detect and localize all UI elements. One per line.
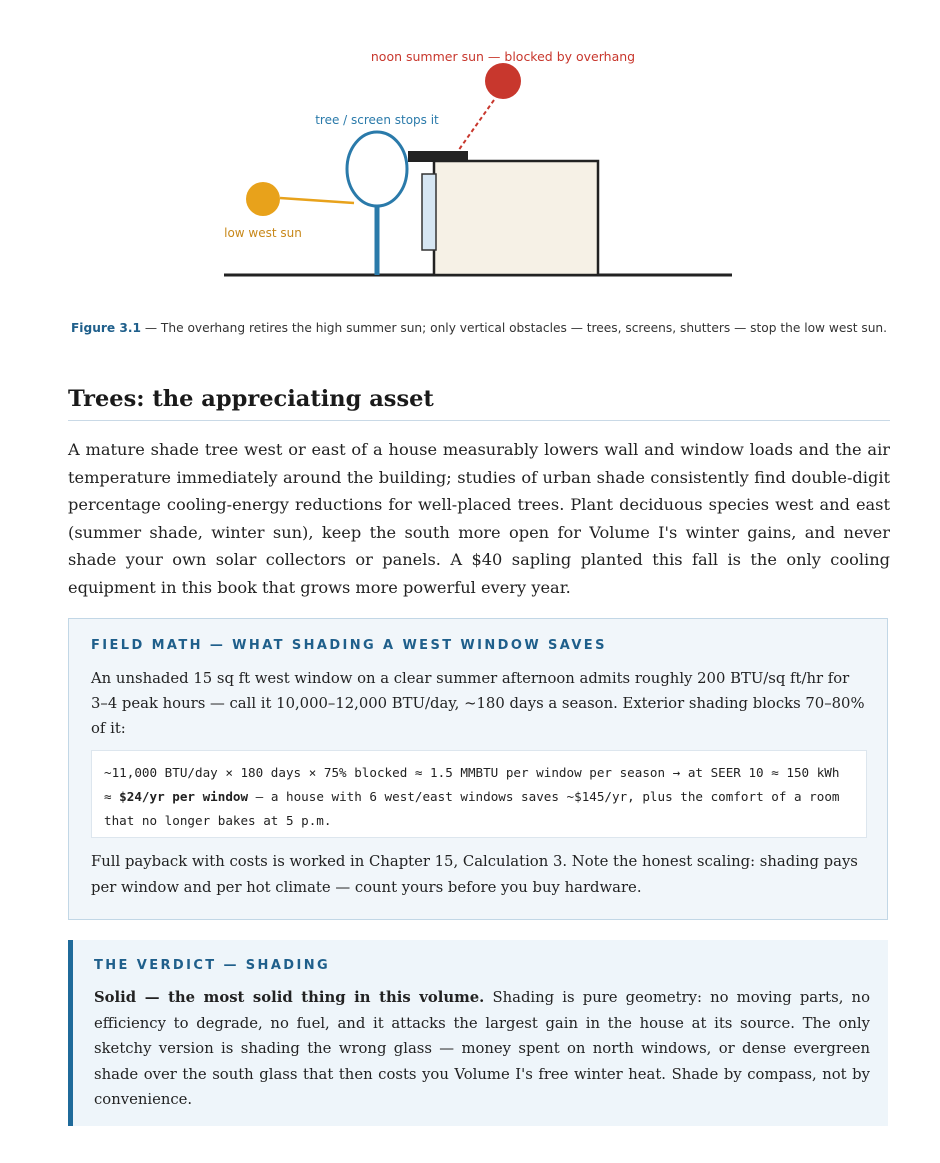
figure-caption (68, 317, 890, 339)
low-sun-icon (246, 182, 280, 216)
overhang (408, 151, 468, 162)
field-math-intro: An unshaded 15 sq ft west window on a clear summer afternoon admits roughly 200 BTU/sq ft/hr for 3–4 peak hours — call it 10,000–12,000 BTU/day, ~180 days a season. Exterior shading blocks 70–80% of it: (91, 670, 865, 737)
calculation-block (91, 750, 867, 838)
verdict-box (68, 940, 888, 1126)
low-sun-ray (280, 198, 354, 203)
body-paragraph: A mature shade tree west or east of a house measurably lowers wall and window loads and the air temperature immediately around the building; studies of urban shade consistently find double-digit percentage cooling-energy reductions for well-placed trees. Plant deciduous species west and east (summer shade, winter sun), keep the south more open for Volume I's winter gains, and never shade your own solar collectors or panels. A $40 sapling planted this fall is the only cooling equipment in this book that grows more powerful every year. (68, 440, 890, 597)
tree-canopy (347, 132, 407, 206)
shading-diagram (0, 0, 940, 300)
section-title: Trees: the appreciating asset (68, 386, 890, 421)
verdict-body: Shading is pure geometry: no moving parts, no efficiency to degrade, no fuel, and it attacks the largest gain in the house at its source. The only sketchy version is shading the wrong glass — money spent on north windows, or dense evergreen shade over the south glass that then costs you Volume I's free winter heat. Shade by compass, not by convenience. (94, 989, 870, 1108)
field-math-box (68, 618, 888, 920)
tree-label: tree / screen stops it (315, 113, 439, 127)
low-sun-label: low west sun (224, 226, 302, 240)
calculation-text: ~11,000 BTU/day × 180 days × 75% blocked ≈ 1.5 MMBTU per window per season → at SEER 10 ≈ 150 kWh ≈ (104, 765, 840, 804)
noon-sun-label: noon summer sun — blocked by overhang (370, 49, 636, 64)
window (422, 174, 436, 250)
noon-sun-ray (458, 100, 494, 151)
field-math-outro: Full payback with costs is worked in Chapter 15, Calculation 3. Note the honest scaling: shading pays per window and per hot climate — count yours before you buy hardware. (91, 853, 858, 896)
house (434, 161, 598, 275)
calculation-highlight: $24/yr per window (119, 789, 249, 804)
figure-label: Figure 3.1 (70, 321, 141, 335)
calculation-text-end: — a house with 6 west/east windows saves ~$145/yr, plus the comfort of a room that no longer bakes at 5 p.m. (104, 789, 840, 828)
figure-caption-text: — The overhang retires the high summer sun; only vertical obstacles — trees, screens, shutters — stop the low west sun. (140, 321, 888, 335)
field-math-heading: FIELD MATH — WHAT SHADING A WEST WINDOW SAVES (91, 638, 607, 653)
verdict-heading: THE VERDICT — SHADING (94, 958, 331, 973)
verdict-paragraph (94, 985, 870, 1113)
noon-sun-icon (485, 63, 521, 99)
verdict-lead: Solid — the most solid thing in this volume. (94, 989, 485, 1006)
